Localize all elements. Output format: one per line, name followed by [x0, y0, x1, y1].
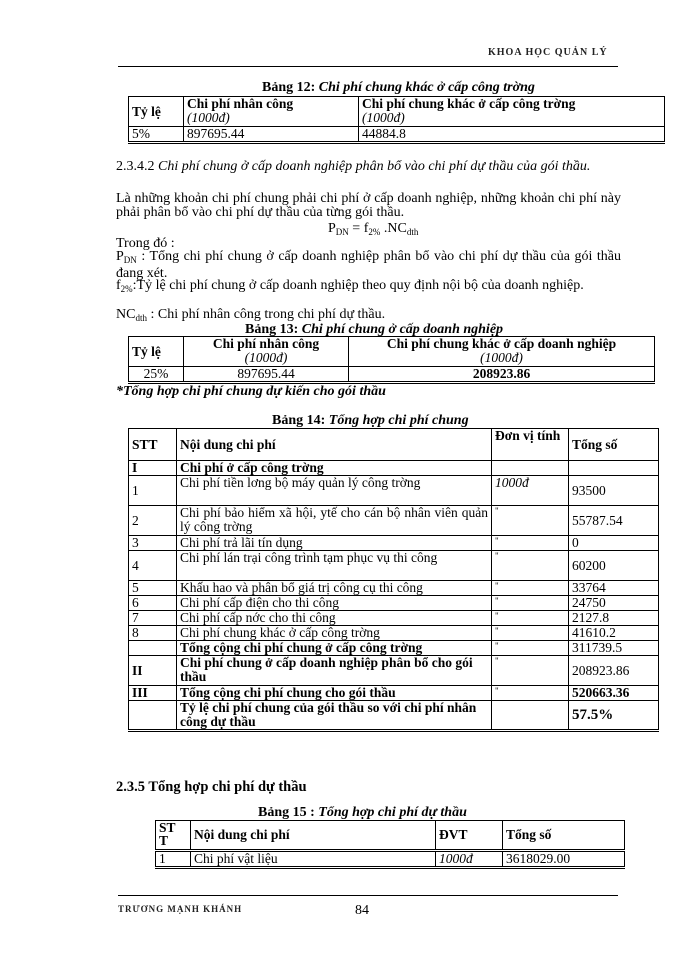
- t15-cell-content: Chi phí vật liệu: [191, 851, 436, 868]
- t13-header-other: Chi phí chung khác ở cấp doanh nghiệp (1000đ): [349, 337, 655, 367]
- header-rule: [118, 66, 618, 67]
- t15-header-content: Nội dung chi phí: [191, 821, 436, 851]
- table-row: [129, 656, 659, 686]
- t14-cell-total: 24750: [569, 596, 659, 611]
- t14-cell-content: Tổng cộng chi phí chung cho gói thầu: [177, 686, 492, 701]
- t14-cell-content: Chi phí trả lãi tín dụng: [177, 536, 492, 551]
- t14-cell-stt: 1: [129, 476, 177, 506]
- footer-author: TRƯƠNG MẠNH KHÁNH: [118, 904, 243, 914]
- t12-cell-other: 44884.8: [359, 127, 665, 143]
- t12-header-other: Chi phí chung khác ở cấp công trờng (1000đ): [359, 97, 665, 127]
- t12-cell-rate: 5%: [129, 127, 184, 143]
- t12-cell-labor: 897695.44: [184, 127, 359, 143]
- table-row: [129, 581, 659, 596]
- section-2342-heading: 2.3.4.2 Chi phí chung ở cấp doanh nghiệp phân bổ vào chi phí dự thầu của gói thầu.: [116, 159, 591, 174]
- table15-caption: Bảng 15 : Tổng hợp chi phí dự thầu: [258, 805, 467, 820]
- running-header: KHOA HỌC QUẢN LÝ: [488, 47, 608, 58]
- t14-cell-stt: III: [129, 686, 177, 701]
- table-row: [129, 551, 659, 581]
- t14-cell-stt: 5: [129, 581, 177, 596]
- t14-cell-total: 520663.36: [569, 686, 659, 701]
- table-row: [129, 461, 659, 476]
- t14-cell-stt: II: [129, 656, 177, 686]
- t15-header-total: Tổng số: [503, 821, 625, 851]
- t14-cell-total: 41610.2: [569, 626, 659, 641]
- t14-cell-stt: I: [129, 461, 177, 476]
- t14-cell-total: 0: [569, 536, 659, 551]
- t14-header-content: Nội dung chi phí: [177, 429, 492, 461]
- t14-cell-content: Chi phí ở cấp công trờng: [177, 461, 492, 476]
- t14-cell-unit: ": [492, 611, 569, 626]
- t14-header-stt: STT: [129, 429, 177, 461]
- t13-header-rate: Tỷ lệ: [129, 337, 184, 367]
- t14-cell-unit: ": [492, 686, 569, 701]
- summary-note: *Tổng hợp chi phí chung dự kiến cho gói thầu: [116, 384, 386, 399]
- t14-cell-content: Chi phí cấp nớc cho thi công: [177, 611, 492, 626]
- table14: [128, 428, 659, 732]
- definition-ncdth: $NC_{dth}$ : Chi phí nhân công trong chi phí dự thầu.: [116, 307, 386, 323]
- t15-header-stt: ST T: [156, 821, 191, 851]
- formula: $P_{DN} = f_{2\%}$ $.NC_{dth}$: [328, 221, 419, 237]
- t14-cell-unit: ": [492, 596, 569, 611]
- t14-cell-total: [569, 461, 659, 476]
- t14-cell-content: Chi phí bảo hiểm xã hội, ytế cho cán bộ nhân viên quản lý công trờng: [177, 506, 492, 536]
- table-row: [129, 626, 659, 641]
- section-2342-paragraph: Là những khoản chi phí chung phải chi phí ở cấp doanh nghiệp, những khoản chi phí này phải phân bổ vào chi phí dự thầu của từng gói thầu.: [116, 191, 621, 220]
- t14-cell-stt: 2: [129, 506, 177, 536]
- table-row: [129, 701, 659, 731]
- table-row: [129, 596, 659, 611]
- t14-cell-unit: ": [492, 641, 569, 656]
- t15-header-unit: ĐVT: [436, 821, 503, 851]
- t13-cell-other: 208923.86: [349, 367, 655, 383]
- table-row: [129, 506, 659, 536]
- t15-cell-total: 3618029.00: [503, 851, 625, 868]
- t14-header-total: Tổng số: [569, 429, 659, 461]
- t14-cell-total: 60200: [569, 551, 659, 581]
- page-number: 84: [355, 903, 369, 918]
- t14-cell-stt: [129, 701, 177, 731]
- table15: [155, 820, 625, 869]
- t14-cell-unit: ": [492, 551, 569, 581]
- t14-cell-total: 2127.8: [569, 611, 659, 626]
- t14-cell-total: 311739.5: [569, 641, 659, 656]
- table13: [128, 336, 655, 384]
- t14-cell-stt: 8: [129, 626, 177, 641]
- t14-cell-total: 55787.54: [569, 506, 659, 536]
- t14-cell-unit: ": [492, 536, 569, 551]
- t14-cell-content: Tỷ lệ chi phí chung của gói thầu so với chi phí nhân công dự thầu: [177, 701, 492, 731]
- t14-cell-stt: [129, 641, 177, 656]
- t12-header-labor: Chi phí nhân công (1000đ): [184, 97, 359, 127]
- t14-cell-unit: [492, 701, 569, 731]
- table14-caption: Bảng 14: Tổng hợp chi phí chung: [272, 413, 469, 428]
- t14-cell-total: 57.5%: [569, 701, 659, 731]
- t13-cell-rate: 25%: [129, 367, 184, 383]
- table-row: [129, 686, 659, 701]
- table-row: [129, 476, 659, 506]
- table12-caption: Bảng 12: Chi phí chung khác ở cấp công trờng: [262, 80, 535, 95]
- section-235-heading: 2.3.5 Tổng hợp chi phí dự thầu: [116, 779, 307, 795]
- t14-cell-content: Chi phí lán trại công trình tạm phục vụ thi công: [177, 551, 492, 581]
- t15-cell-unit: 1000đ: [436, 851, 503, 868]
- footer-rule: [118, 895, 618, 896]
- t14-cell-content: Chi phí chung ở cấp doanh nghiệp phân bổ cho gói thầu: [177, 656, 492, 686]
- t14-cell-unit: ": [492, 581, 569, 596]
- t14-cell-content: Chi phí chung khác ở cấp công trờng: [177, 626, 492, 641]
- t14-cell-content: Khấu hao và phân bổ giá trị công cụ thi công: [177, 581, 492, 596]
- t14-cell-stt: 3: [129, 536, 177, 551]
- t14-cell-unit: ": [492, 506, 569, 536]
- table-row: [129, 536, 659, 551]
- t14-cell-unit: [492, 461, 569, 476]
- table-row: [129, 611, 659, 626]
- t13-cell-labor: 897695.44: [184, 367, 349, 383]
- t14-cell-unit: ": [492, 626, 569, 641]
- t14-cell-total: 33764: [569, 581, 659, 596]
- t14-header-unit: Đơn vị tính: [492, 429, 569, 461]
- table-row: [129, 641, 659, 656]
- t14-cell-total: 93500: [569, 476, 659, 506]
- t14-cell-stt: 4: [129, 551, 177, 581]
- definition-f2: $f_{2\%}:Tỷ$ lệ chi phí chung ở cấp doanh nghiệp theo quy định nội bộ của doanh nghiệp.: [116, 278, 584, 294]
- where-label: Trong đó :: [116, 236, 175, 251]
- table13-caption: Bảng 13: Chi phí chung ở cấp doanh nghiệp: [245, 322, 504, 337]
- t14-cell-stt: 7: [129, 611, 177, 626]
- t14-cell-stt: 6: [129, 596, 177, 611]
- t14-cell-total: 208923.86: [569, 656, 659, 686]
- t14-cell-unit: ": [492, 656, 569, 686]
- table12: [128, 96, 665, 144]
- t15-cell-stt: 1: [156, 851, 191, 868]
- definition-pdn: $P_{DN}$ : Tổng chi phí chung ở cấp doanh nghiệp phân bổ vào chi phí dự thầu của gói thầu đang xét.: [116, 249, 622, 281]
- t14-cell-content: Tổng cộng chi phí chung ở cấp công trờng: [177, 641, 492, 656]
- t12-header-rate: Tỷ lệ: [129, 97, 184, 127]
- t13-header-labor: Chi phí nhân công (1000đ): [184, 337, 349, 367]
- t14-cell-content: Chi phí tiền lơng bộ máy quản lý công trờng: [177, 476, 492, 506]
- t14-cell-unit: 1000đ: [492, 476, 569, 506]
- t14-cell-content: Chi phí cấp điện cho thi công: [177, 596, 492, 611]
